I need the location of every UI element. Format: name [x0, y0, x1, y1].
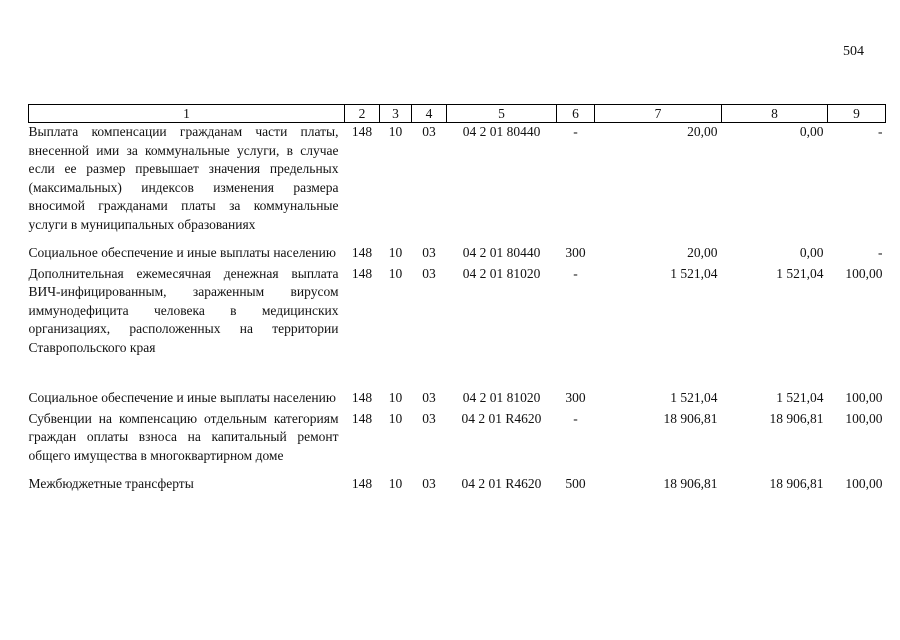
col-header-5: 5 — [447, 105, 557, 123]
row-col-6: - — [573, 124, 578, 139]
row-col-8: 1 521,04 — [776, 265, 824, 281]
row-col-5: 04 2 01 80440 — [462, 245, 541, 260]
table-row — [29, 244, 886, 265]
col-header-1: 1 — [29, 105, 345, 123]
row-col-4: 03 — [422, 476, 436, 491]
row-name: Социальное обеспечение и иные выплаты населению — [28, 390, 336, 405]
row-col-3: 10 — [388, 390, 403, 405]
row-col-2: 148 — [351, 410, 373, 426]
row-col-3: 10 — [388, 265, 403, 281]
table-row — [29, 265, 886, 390]
row-col-2: 148 — [351, 124, 373, 139]
table-row — [29, 123, 886, 245]
page-number: 504 — [843, 44, 864, 59]
row-col-4: 03 — [422, 265, 436, 281]
row-col-7: 18 906,81 — [663, 410, 718, 426]
row-col-2: 148 — [351, 265, 373, 281]
row-col-5: 04 2 01 81020 — [462, 390, 541, 405]
row-name: Выплата компенсации гражданам части платы, внесенной ими за коммунальные услуги, в случае если ее размер превышает значения предельных (максимальных) индексов изменения размера вносимой гражданами платы за коммунальные услуги в муниципальных образованиях — [28, 124, 339, 232]
table-row — [29, 410, 886, 476]
table-row — [29, 389, 886, 410]
row-col-7: 1 521,04 — [670, 390, 718, 405]
budget-table — [28, 104, 886, 494]
row-col-6: - — [573, 265, 578, 281]
col-header-4: 4 — [412, 105, 447, 123]
row-col-3: 10 — [388, 245, 403, 260]
col-header-7: 7 — [595, 105, 722, 123]
header-row — [29, 105, 886, 123]
row-col-5: 04 2 01 R4620 — [461, 410, 542, 426]
row-col-8: 18 906,81 — [769, 476, 824, 491]
row-col-9: 100,00 — [845, 390, 883, 405]
row-name: Дополнительная ежемесячная денежная выплата ВИЧ-инфицированным, зараженным вирусом иммунодефицита человека в медицинских организациях, расположенных на территории Ставропольского края — [28, 265, 339, 355]
row-col-7: 18 906,81 — [663, 476, 718, 491]
row-col-7: 20,00 — [687, 124, 718, 139]
col-header-2: 2 — [345, 105, 380, 123]
row-col-7: 20,00 — [687, 245, 718, 260]
row-col-8: 18 906,81 — [769, 410, 824, 426]
row-col-9: 100,00 — [845, 476, 883, 491]
table-row — [29, 475, 886, 494]
row-name: Социальное обеспечение и иные выплаты населению — [28, 245, 336, 260]
row-name: Межбюджетные трансферты — [28, 476, 194, 491]
row-name: Субвенции на компенсацию отдельным категориям граждан оплаты взноса на капитальный ремонт общего имущества в многоквартирном доме — [28, 410, 339, 463]
row-col-2: 148 — [351, 390, 373, 405]
row-col-9: 100,00 — [845, 265, 883, 281]
col-header-6: 6 — [557, 105, 595, 123]
row-col-6: 500 — [565, 476, 586, 491]
row-col-3: 10 — [388, 410, 403, 426]
row-col-8: 1 521,04 — [776, 390, 824, 405]
row-col-9: 100,00 — [845, 410, 883, 426]
row-col-6: 300 — [565, 245, 586, 260]
row-col-4: 03 — [422, 245, 436, 260]
row-col-4: 03 — [422, 410, 436, 426]
col-header-3: 3 — [380, 105, 412, 123]
row-col-3: 10 — [388, 124, 403, 139]
row-col-3: 10 — [388, 476, 403, 491]
col-header-8: 8 — [722, 105, 828, 123]
row-col-2: 148 — [351, 245, 373, 260]
row-col-8: 0,00 — [799, 124, 824, 139]
row-col-5: 04 2 01 R4620 — [461, 476, 542, 491]
row-col-9: - — [878, 245, 883, 260]
row-col-4: 03 — [422, 124, 436, 139]
row-col-9: - — [878, 124, 883, 139]
row-col-8: 0,00 — [799, 245, 824, 260]
row-col-5: 04 2 01 80440 — [462, 124, 541, 139]
row-col-6: 300 — [565, 390, 586, 405]
col-header-9: 9 — [828, 105, 886, 123]
row-col-7: 1 521,04 — [670, 265, 718, 281]
row-col-4: 03 — [422, 390, 436, 405]
row-col-2: 148 — [351, 476, 373, 491]
row-col-5: 04 2 01 81020 — [462, 265, 541, 281]
row-col-6: - — [573, 410, 578, 426]
